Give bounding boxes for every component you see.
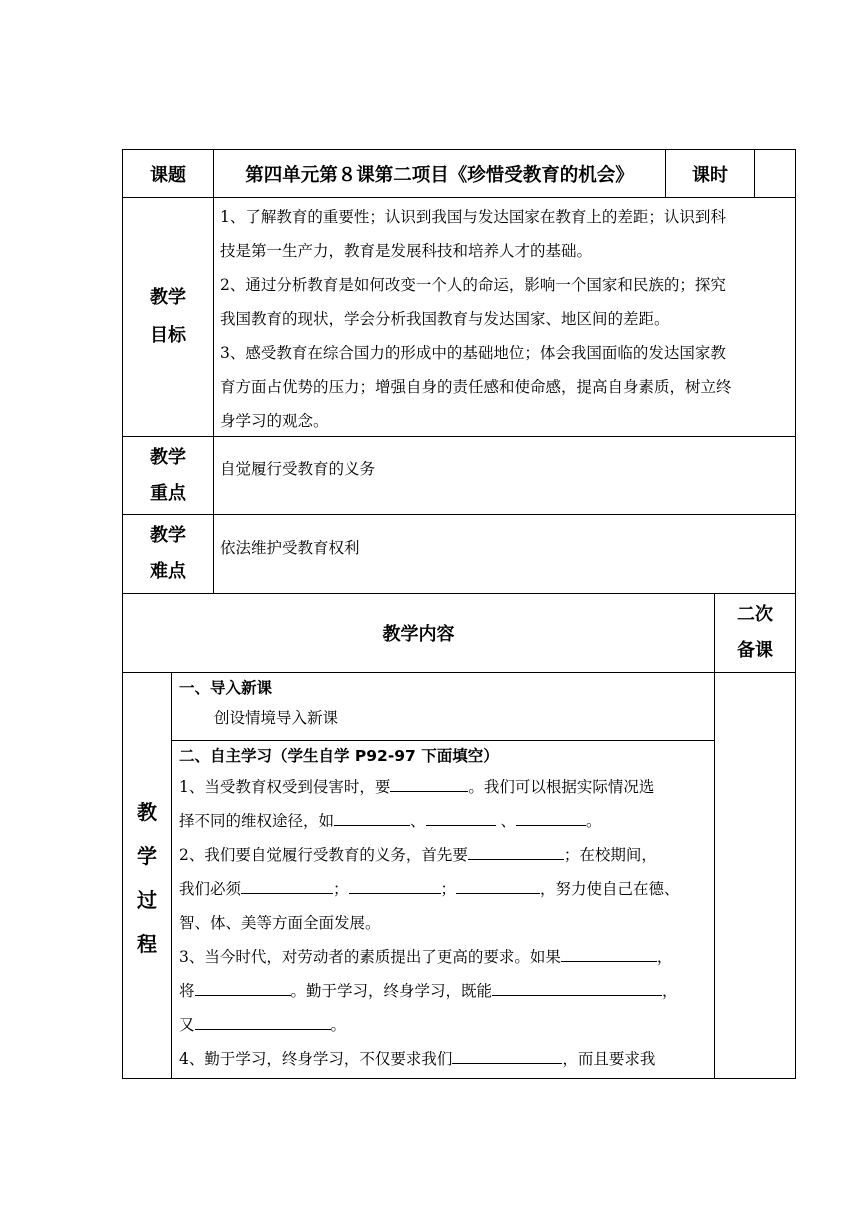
table-border-bottom bbox=[122, 1078, 796, 1079]
fill-blank[interactable] bbox=[334, 809, 410, 826]
teaching-content-header: 教学内容 bbox=[382, 624, 455, 645]
fill-blank[interactable] bbox=[426, 809, 496, 826]
exercise-line: 4、勤于学习，终身学习，不仅要求我们 ，而且要求我 bbox=[179, 1042, 711, 1076]
row-divider bbox=[122, 672, 796, 673]
key-points-label: 教学 重点 bbox=[150, 446, 186, 504]
exercise-line: 3、当今时代，对劳动者的素质提出了更高的要求。如果 ， bbox=[179, 940, 711, 974]
objective-item: 2、通过分析教育是如何改变一个人的命运，影响一个国家和民族的；探究 我国教育的现状，学会分析我国教育与发达国家、地区间的差距。 bbox=[220, 276, 726, 328]
row-divider bbox=[122, 514, 796, 515]
exercise-line: 我们必须 ； ； ，努力使自己在德、 bbox=[179, 872, 711, 906]
key-points-text: 自觉履行受教育的义务 bbox=[220, 460, 376, 478]
period-label: 课时 bbox=[692, 164, 728, 186]
process-label: 教 学 过 程 bbox=[137, 800, 157, 956]
fill-blank[interactable] bbox=[195, 1013, 331, 1030]
exercise-line: 将 。勤于学习，终身学习，既能 ， bbox=[179, 974, 711, 1008]
exercise-line: 又 。 bbox=[179, 1008, 711, 1042]
period-value bbox=[755, 150, 795, 197]
fill-blank[interactable] bbox=[492, 979, 662, 996]
title-label: 课题 bbox=[150, 164, 186, 186]
exercise-line: 智、体、美等方面全面发展。 bbox=[179, 914, 381, 932]
fill-blank[interactable] bbox=[561, 945, 657, 962]
second-prep-header: 二次 备课 bbox=[737, 604, 773, 661]
row-divider bbox=[122, 197, 796, 198]
fill-blank[interactable] bbox=[349, 877, 441, 894]
section-heading: 一、导入新课 bbox=[179, 679, 273, 697]
objectives-label-line: 教学 bbox=[150, 287, 186, 308]
section-text: 创设情境导入新课 bbox=[214, 709, 339, 727]
fill-blank[interactable] bbox=[390, 775, 468, 792]
process-label-divider bbox=[171, 672, 172, 1079]
exercise-list bbox=[179, 770, 711, 1076]
objective-item: 3、感受教育在综合国力的形成中的基础地位；体会我国面临的发达国家教 育方面占优势的压力；增强自身的责任感和使命感，提高自身素质，树立终 身学习的观念。 bbox=[220, 344, 732, 430]
lesson-title: 第四单元第８课第二项目《珍惜受教育的机会》 bbox=[245, 164, 634, 186]
exercise-line: 2、我们要自觉履行受教育的义务，首先要 ；在校期间， bbox=[179, 838, 711, 872]
table-border-right bbox=[795, 149, 796, 1079]
objectives-label-line: 目标 bbox=[150, 325, 186, 346]
section-divider bbox=[171, 740, 715, 741]
exercise-line: 择不同的维权途径，如 、 、 。 bbox=[179, 804, 711, 838]
difficulties-text: 依法维护受教育权利 bbox=[220, 539, 360, 557]
fill-blank[interactable] bbox=[241, 877, 333, 894]
objectives-label bbox=[123, 198, 213, 436]
fill-blank[interactable] bbox=[452, 1047, 562, 1064]
fill-blank[interactable] bbox=[468, 843, 564, 860]
objective-item: 1、了解教育的重要性；认识到我国与发达国家在教育上的差距；认识到科 技是第一生产力，教育是发展科技和培养人才的基础。 bbox=[220, 208, 726, 260]
section-heading: 二、自主学习（学生自学 P92-97 下面填空） bbox=[179, 747, 499, 765]
exercise-line: 1、当受教育权受到侵害时，要 。我们可以根据实际情况选 bbox=[179, 770, 711, 804]
difficulties-label: 教学 难点 bbox=[150, 525, 186, 582]
fill-blank[interactable] bbox=[456, 877, 540, 894]
label-column-divider bbox=[213, 149, 214, 594]
fill-blank[interactable] bbox=[516, 809, 586, 826]
fill-blank[interactable] bbox=[195, 979, 291, 996]
objectives-text bbox=[220, 200, 792, 438]
